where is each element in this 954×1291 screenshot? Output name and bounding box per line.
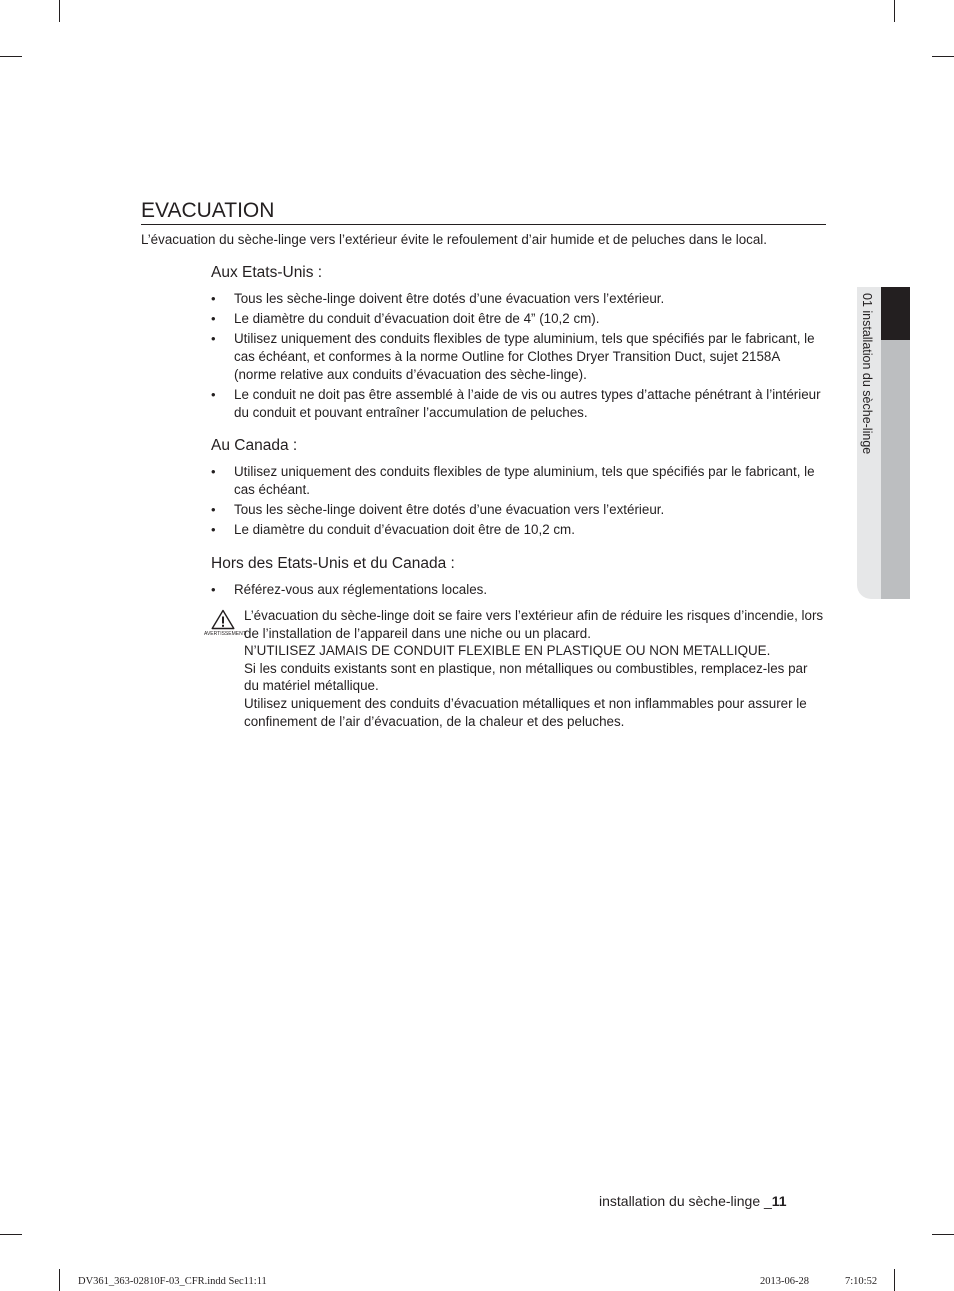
list-item: • Utilisez uniquement des conduits flexibles de type aluminium, tels que spécifiés par le fabricant, le cas échéant. [211, 463, 823, 499]
crop-mark [932, 56, 954, 57]
slug-file: DV361_363-02810F-03_CFR.indd Sec11:11 [78, 1276, 267, 1287]
page-footer [599, 1193, 787, 1209]
intro-text: L’évacuation du sèche-linge vers l’extérieur évite le refoulement d’air humide et de peluches dans le local. [141, 232, 768, 247]
warning-line: Si les conduits existants sont en plastique, non métalliques ou combustibles, remplacez-les par du matériel métallique. [244, 660, 808, 694]
canada-heading: Au Canada : [211, 437, 298, 454]
list-item: • Tous les sèche-linge doivent être dotés d’une évacuation vers l’extérieur. [211, 501, 823, 519]
warning-line: N’UTILISEZ JAMAIS DE CONDUIT FLEXIBLE EN PLASTIQUE OU NON METALLIQUE. [244, 643, 771, 659]
crop-mark [0, 56, 22, 57]
us-heading: Aux Etats-Unis : [211, 264, 323, 281]
slug-time: 7:10:52 [845, 1276, 878, 1287]
crop-mark [0, 1234, 22, 1235]
crop-mark [932, 1234, 954, 1235]
us-list [211, 290, 823, 422]
page-number: 11 [771, 1193, 787, 1209]
us-section [211, 264, 823, 424]
chapter-tab-label: 01 installation du sèche-linge [860, 293, 874, 455]
footer-section: installation du sèche-linge _ [599, 1193, 772, 1209]
crop-mark [894, 0, 895, 22]
list-item: • Le conduit ne doit pas être assemblé à l’aide de vis ou autres types d’attache pénétrant à l’intérieur du conduit et pouvant entraîner l’accumulation de peluches. [211, 386, 823, 422]
warning-label: AVERTISSEMENT [204, 631, 246, 637]
warning-line: L’évacuation du sèche-linge doit se faire vers l’extérieur afin de réduire les risques d’incendie, lors de l’installation de l’appareil dans une niche ou un placard. [244, 608, 824, 641]
crop-mark [59, 1269, 60, 1291]
warning-icon [204, 609, 246, 637]
crop-mark [894, 1269, 895, 1291]
crop-mark [59, 0, 60, 22]
slug-date: 2013-06-28 [760, 1276, 809, 1287]
section-title: EVACUATION [141, 199, 275, 222]
canada-list [211, 463, 823, 539]
canada-section [211, 437, 823, 541]
other-section [211, 555, 823, 601]
warning-line: Utilisez uniquement des conduits d’évacuation métalliques et non inflammables pour assurer le confinement de l’air d’évacuation, de la chaleur et des peluches. [244, 695, 807, 729]
list-item: • Le diamètre du conduit d’évacuation doit être de 4” (10,2 cm). [211, 310, 823, 328]
warning-text [244, 607, 826, 730]
other-list [211, 581, 823, 599]
other-heading: Hors des Etats-Unis et du Canada : [211, 555, 455, 572]
list-item: • Utilisez uniquement des conduits flexibles de type aluminium, tels que spécifiés par le fabricant, le cas échéant, et conformes à la norme Outline for Clothes Dryer Transition Duct, sujet 2158A (norme relative aux conduits d’évacuation des sèche-linge). [211, 330, 823, 384]
list-item: • Référez-vous aux réglementations locales. [211, 581, 823, 599]
title-rule [141, 224, 826, 225]
list-item: • Le diamètre du conduit d’évacuation doit être de 10,2 cm. [211, 521, 823, 539]
list-item: • Tous les sèche-linge doivent être dotés d’une évacuation vers l’extérieur. [211, 290, 823, 308]
chapter-tab-band [881, 340, 910, 599]
warning-block [204, 607, 826, 730]
chapter-tab-marker [881, 287, 910, 340]
